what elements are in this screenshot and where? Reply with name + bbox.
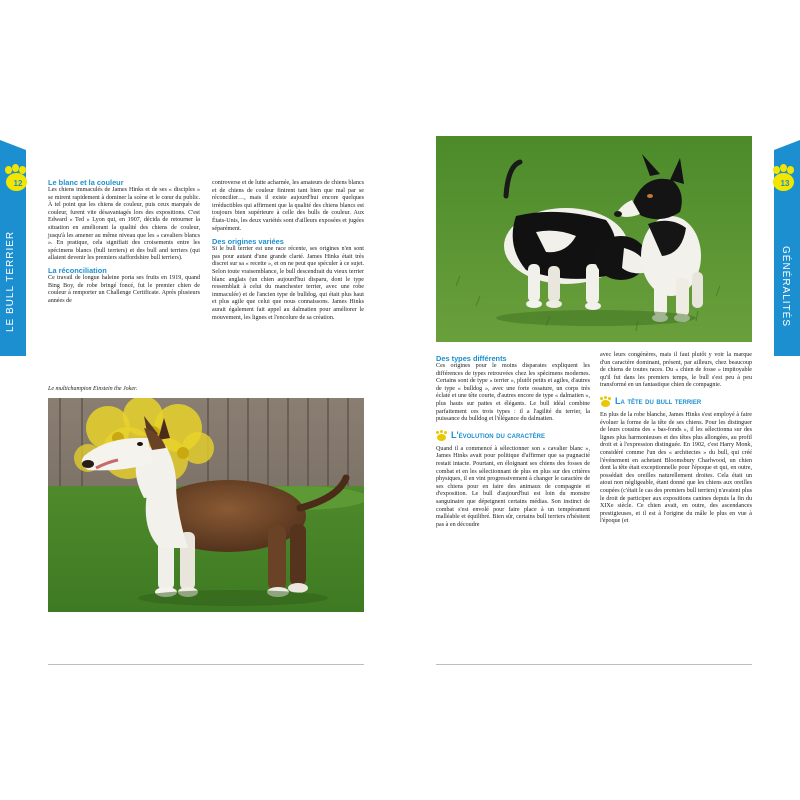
heading-blanc-couleur: Le blanc et la couleur bbox=[48, 178, 124, 187]
right-column-2 bbox=[600, 352, 752, 526]
heading-origines-variees: Des origines variées bbox=[212, 237, 284, 247]
left-bottom-rule bbox=[48, 664, 364, 665]
heading-evolution-caractere-text: L'évolution du caractère bbox=[451, 429, 545, 440]
dog-illustration bbox=[48, 398, 364, 612]
heading-types-differents: Des types différents bbox=[436, 354, 507, 363]
left-page-number: 12 bbox=[13, 179, 23, 188]
paragraph: Les chiens immaculés de James Hinks et de ses « disciples » se mirent rapidement à dominer la scène et le cœur du public. À tel point que les chiens de couleur, puis ceux marqués de couleur, furent vite désavantagés lors des expositions. C'est Edward « Ted » Lyon qui, en 1907, décida de retourner la situation en améliorant la qualité des chiens de couleur, jusqu'à les amener au même niveau que les « cavaliers blancs ». En pratique, cela signifiait des croisements entre les spécimens blancs (bull terriers) et des bull and terriers (qui allaient devenir les premiers staffordshire bull terriers). bbox=[48, 187, 200, 262]
paragraph: Si le bull terrier est une race récente, ses origines n'en sont pas pour autant d'une grande clarté. James Hinks était très discret sur sa « recette », et on ne peut que spéculer à ce sujet. Selon toute vraisemblance, le bull descendrait du vieux terrier blanc anglais (un chien aujourd'hui disparu, dont le type ressemblait à celui du manchester terrier, avec une robe immaculée) et de l'ancien type de bulldog, qui était plus haut et plus agile que celui que nous connaissons. James Hinks aurait également fait appel au dalmatien pour améliorer le mouvement, les lignes et l'encolure de sa création. bbox=[212, 246, 364, 321]
left-tab-label: LE BULL TERRIER bbox=[5, 230, 16, 332]
left-column-2 bbox=[212, 180, 364, 322]
paragraph: controverse et de lutte acharnée, les amateurs de chiens blancs et de chiens de couleur finirent tant bien que mal par se réconcilier…, mais il existe aujourd'hui encore quelques irréductibles qui affirment que la qualité des chiens blancs est toujours bien supérieure à celle des bulls de couleur. Aux États-Unis, les deux variétés sont d'ailleurs exposées et jugées séparément. bbox=[212, 180, 364, 232]
heading-reconciliation: La réconciliation bbox=[48, 265, 107, 275]
paragraph: Quand il a commencé à sélectionner son « cavalier blanc », James Hinks avait pour politique d'affirmer que sa pugnacité restait intacte. Pourtant, en éloignant ses chiens des fosses de combat et en les sélectionnant de plus en plus sur des critères physiques, il en vint progressivement à changer le caractère de ses chiens pour en faire des animaux de compagnie et d'exposition. Le bull d'aujourd'hui est loin du monstre sanguinaire que dépeignent certains médias. Son instinct de combat s'est envolé pour faire place à un tempérament malléable et équilibré. Bien sûr, certains bull terriers n'hésitent pas à en découdre bbox=[436, 445, 590, 528]
paw-icon bbox=[436, 430, 447, 441]
right-page-number: 13 bbox=[780, 179, 790, 188]
heading-tete-bull-terrier-text: La tête du bull terrier bbox=[615, 395, 702, 406]
bull-terrier-puppies-photo bbox=[436, 136, 752, 342]
left-column-1 bbox=[48, 176, 200, 305]
right-column-1 bbox=[436, 352, 590, 529]
paragraph: En plus de la robe blanche, James Hinks s'est employé à faire évoluer la forme de la tête de ses chiens. Pour les distinguer de leurs cousins des « bas-fonds », il les sélectionna sur des lignes plus harmonieuses et des têtes plus allongées, au profil droit et à l'expression distinguée. En 1902, c'est Harry Monk, considéré comme l'un des « architectes » du bull, qui créé l'événement en achetant Bloomsbury Charlwood, un chien dont la tête était exceptionnelle pour l'époque et qui, en outre, possédait des oreilles naturellement droites. Cela était un atout non négligeable, étant donné que les chiens aux oreilles coupées (c'était le cas des premiers bull terriers) n'avaient plus le droit de participer aux expositions canines depuis la fin du XIXe siècle. Ce chien avait, en outre, des ascendances prestigieuses, et il est à l'origine du mâle le plus en vue à l'époque (et bbox=[600, 411, 752, 525]
heading-tete-bull-terrier bbox=[600, 396, 752, 407]
paw-icon bbox=[600, 396, 611, 407]
left-page-number-badge bbox=[3, 164, 33, 194]
paragraph: Ces origines pour le moins disparates expliquent les différences de types retrouvées chez les spécimens modernes. Certains sont de type « terrier », plutôt petits et agiles, d'autres de type « bulldog », avec une forte ossature, un corps très éclaté et une tête courte, d'autres encore de type « dalmatien », plus hauts sur pattes et élégants. Le bull idéal combine parfaitement ces trois types : il a l'agilité du terrier, la puissance du bulldog et l'élégance du dalmatien. bbox=[436, 363, 590, 423]
bull-terrier-brindle-photo bbox=[48, 398, 364, 612]
puppies-illustration bbox=[436, 136, 752, 342]
paragraph: Ce travail de longue haleine porta ses fruits en 1919, quand Bing Boy, de robe bringé foncé, fut le premier chien de couleur à remporter un Challenge Certificate. Après plusieurs années de bbox=[48, 274, 200, 304]
photo-caption: Le multichampion Einstein the Joker. bbox=[48, 386, 138, 392]
right-tab-label: GÉNÉRALITÉS bbox=[780, 246, 791, 328]
paragraph: avec leurs congénères, mais il faut plutôt y voir la marque d'un caractère dominant, présent, par ailleurs, chez beaucoup de chiens de toutes races. Du « chien de fosse » impitoyable qu'il fut dans les premiers temps, le bull s'est peu à peu transformé en un fantastique chien de compagnie. bbox=[600, 352, 752, 389]
right-bottom-rule bbox=[436, 664, 752, 665]
right-page-number-badge bbox=[767, 164, 797, 194]
heading-evolution-caractere bbox=[436, 430, 590, 441]
